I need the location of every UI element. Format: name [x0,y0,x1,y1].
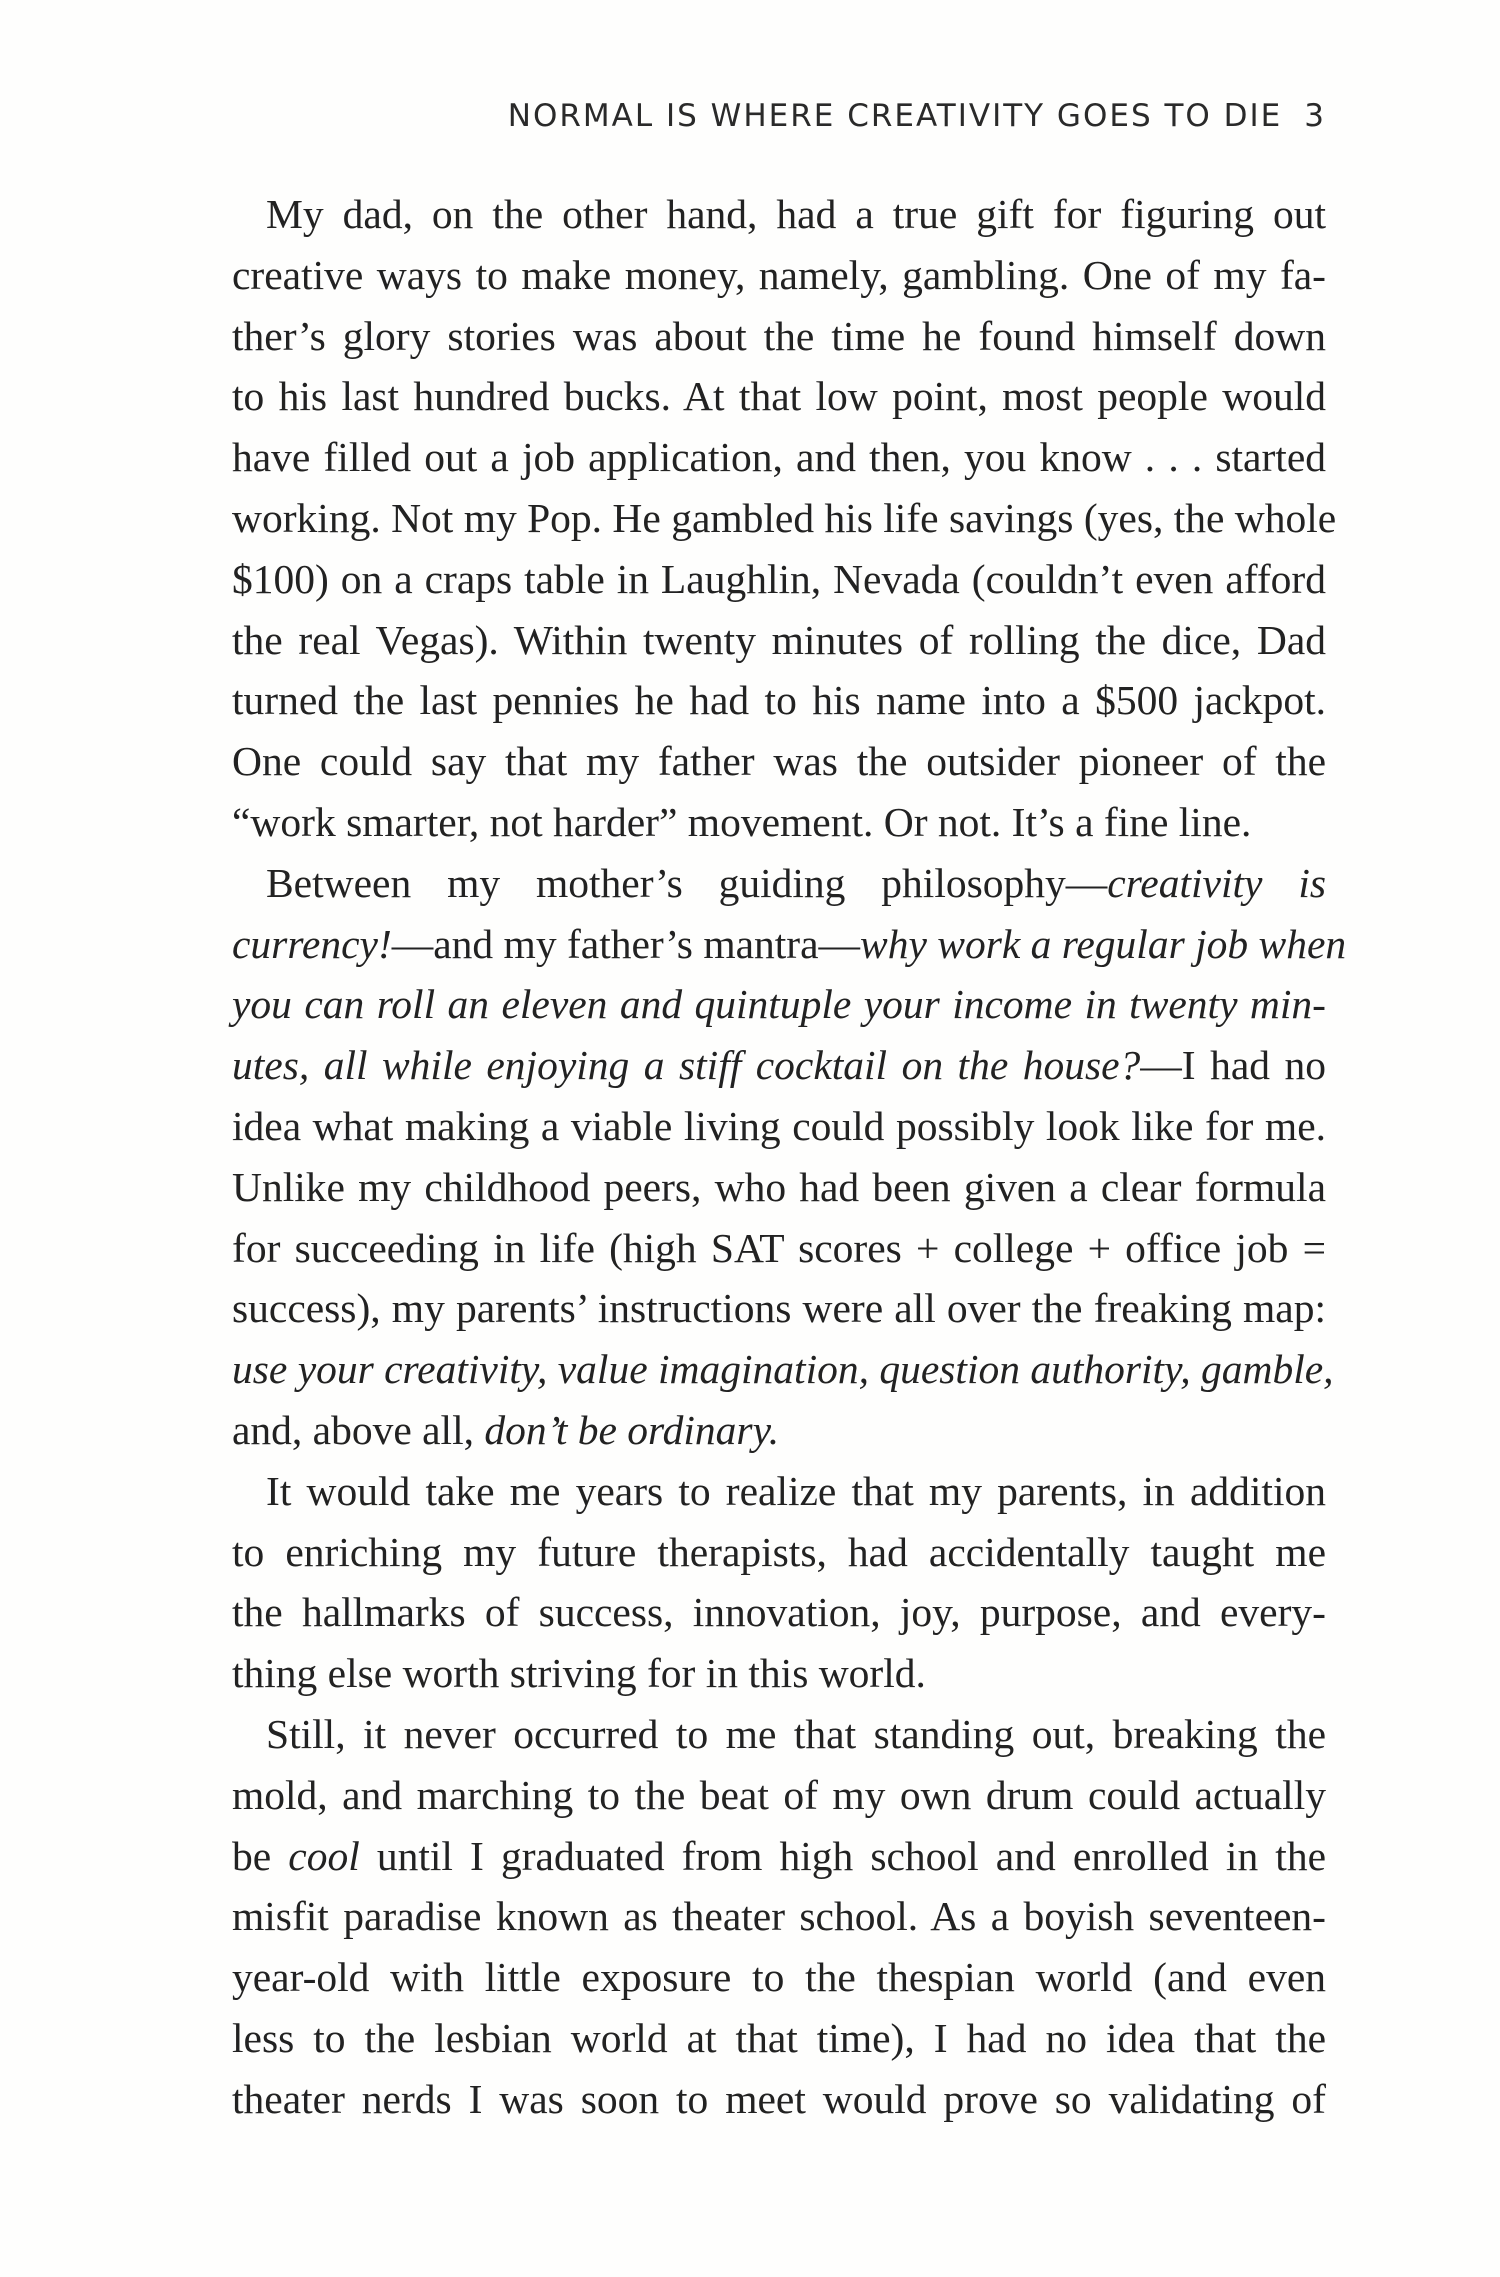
text-line [232,974,1326,1035]
text-segment: Unlike my childhood peers, who had been given a clear formula [232,1163,1326,1210]
text-line [232,1096,1326,1157]
running-head-title: NORMAL IS WHERE CREATIVITY GOES TO DIE [507,98,1283,134]
text-segment: to his last hundred bucks. At that low point, most people would [232,373,1326,420]
text-segment: turned the last pennies he had to his name into a $500 jackpot. [232,677,1326,724]
text-segment: —I had no [1140,1042,1326,1089]
page-number: 3 [1304,98,1326,134]
text-segment: mold, and marching to the beat of my own drum could actually [232,1771,1326,1818]
italic-text: don’t be ordinary. [484,1406,780,1453]
text-line [232,1582,1326,1643]
text-line [232,306,1326,367]
text-segment: working. Not my Pop. He gambled his life savings (yes, the whole [232,494,1337,541]
italic-text: utes, all while enjoying a stiff cocktail on the house? [232,1042,1141,1089]
text-line [232,1278,1326,1339]
text-line [232,427,1326,488]
text-segment: until I graduated from high school and enrolled in the [359,1832,1327,1879]
text-segment: One could say that my father was the outsider pioneer of the [232,738,1326,785]
text-segment: and, above all, [232,1406,485,1453]
text-line [232,914,1347,975]
text-segment: Still, it never occurred to me that standing out, breaking the [266,1710,1326,1757]
italic-text: creativity is [1107,859,1326,906]
text-line [232,1218,1326,1279]
text-line [232,610,1326,671]
text-line [232,853,1326,914]
italic-text: currency! [232,920,392,967]
text-line [232,549,1326,610]
text-line [232,670,1326,731]
text-segment: be [232,1832,289,1879]
text-segment: My dad, on the other hand, had a true gift for figuring out [266,191,1326,237]
italic-text: use your creativity, value imagination, question authority, gamble, [232,1346,1334,1393]
text-line [232,1461,1326,1522]
text-line [232,731,1326,792]
italic-text: cool [288,1832,360,1879]
text-segment: It would take me years to realize that my parents, in addition [266,1467,1326,1514]
text-line [232,1765,1326,1826]
text-segment: $100) on a craps table in Laughlin, Nevada (couldn’t even afford [232,555,1326,602]
text-line [232,1400,1326,1461]
text-segment: theater nerds I was soon to meet would prove so validating of [232,2075,1326,2122]
text-segment: the real Vegas). Within twenty minutes of rolling the dice, Dad [232,616,1326,663]
text-segment: idea what making a viable living could possibly look like for me. [232,1102,1326,1149]
text-segment: Between my mother’s guiding philosophy— [266,859,1108,906]
body-text [232,184,1347,2130]
text-line [232,1643,1326,1704]
text-line [232,1826,1326,1887]
text-line [232,184,1326,245]
text-segment: year-old with little exposure to the thespian world (and even [232,1954,1326,2001]
italic-text: you can roll an eleven and quintuple your income in twenty min- [232,981,1326,1028]
text-segment: the hallmarks of success, innovation, joy, purpose, and every- [232,1589,1326,1636]
text-segment: ther’s glory stories was about the time he found himself down [232,312,1326,359]
text-line [232,2069,1326,2130]
running-head [232,98,1326,134]
text-segment: less to the lesbian world at that time), I had no idea that the [232,2014,1326,2061]
text-segment: —and my father’s mantra— [391,920,861,967]
text-line [232,1947,1326,2008]
text-line [232,488,1337,549]
text-segment: misfit paradise known as theater school. As a boyish seventeen- [232,1893,1326,1940]
text-segment: for succeeding in life (high SAT scores + college + office job = [232,1224,1326,1271]
text-line [232,1886,1326,1947]
text-line [232,792,1326,853]
text-segment: success), my parents’ instructions were all over the freaking map: [232,1285,1326,1332]
text-line [232,1157,1326,1218]
text-segment: “work smarter, not harder” movement. Or not. It’s a fine line. [232,798,1252,845]
italic-text: why work a regular job when [860,920,1347,967]
text-line [232,1339,1334,1400]
text-segment: thing else worth striving for in this world. [232,1650,926,1697]
text-line [232,1522,1326,1583]
text-line [232,245,1326,306]
text-line [232,366,1326,427]
text-line [232,2008,1326,2069]
text-segment: to enriching my future therapists, had accidentally taught me [232,1528,1326,1575]
text-segment: creative ways to make money, namely, gambling. One of my fa- [232,251,1326,298]
text-line [232,1704,1326,1765]
text-segment: have filled out a job application, and then, you know . . . started [232,434,1326,481]
text-line [232,1035,1326,1096]
